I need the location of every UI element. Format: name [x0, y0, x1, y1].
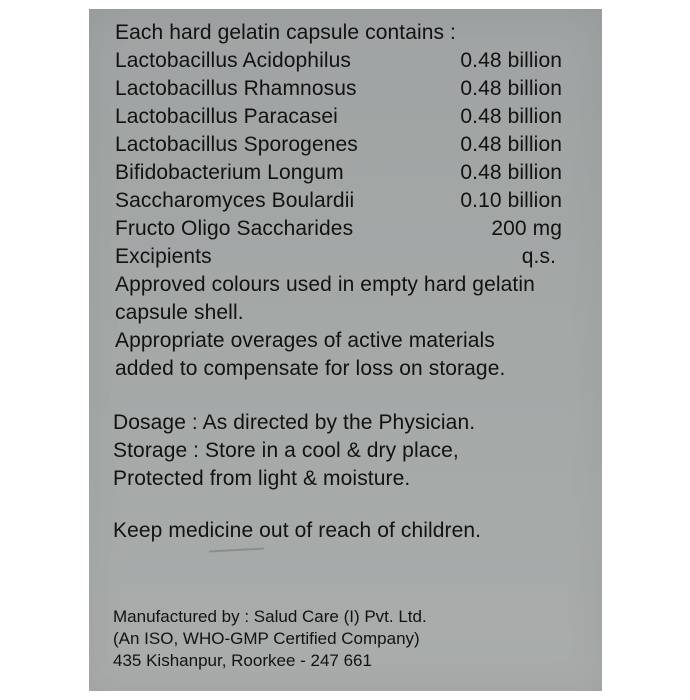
manufacturer-certification: (An ISO, WHO-GMP Certified Company)	[113, 629, 420, 648]
ingredient-name: Excipients	[115, 245, 212, 268]
ingredient-name: Lactobacillus Rhamnosus	[115, 77, 357, 100]
ingredient-name: Lactobacillus Sporogenes	[115, 133, 358, 156]
manufacturer-line: Manufactured by : Salud Care (I) Pvt. Ltd.	[113, 607, 427, 626]
ingredient-name: Bifidobacterium Longum	[115, 161, 344, 184]
colours-note-line1: Approved colours used in empty hard gelatin	[115, 273, 535, 296]
ingredient-quantity: 0.48 billion	[460, 77, 562, 100]
surface-scuff	[209, 548, 264, 553]
carton-panel	[89, 9, 602, 691]
protection-text: Protected from light & moisture.	[113, 467, 411, 490]
dosage-text: Dosage : As directed by the Physician.	[113, 411, 476, 434]
storage-text: Storage : Store in a cool & dry place,	[113, 439, 459, 462]
overages-note-line2: added to compensate for loss on storage.	[115, 357, 506, 380]
ingredient-quantity: 0.48 billion	[460, 161, 562, 184]
overages-note-line1: Appropriate overages of active materials	[115, 329, 495, 352]
ingredient-quantity: 200 mg	[491, 217, 562, 240]
ingredient-name: Lactobacillus Acidophilus	[115, 49, 351, 72]
ingredient-quantity: q.s.	[521, 245, 556, 268]
colours-note-line2: capsule shell.	[115, 301, 244, 324]
warning-text: Keep medicine out of reach of children.	[113, 519, 482, 542]
ingredient-quantity: 0.48 billion	[460, 133, 562, 156]
ingredient-name: Saccharomyces Boulardii	[115, 189, 355, 212]
ingredient-name: Lactobacillus Paracasei	[115, 105, 338, 128]
composition-header: Each hard gelatin capsule contains :	[115, 21, 456, 44]
ingredient-quantity: 0.48 billion	[460, 49, 562, 72]
ingredient-quantity: 0.10 billion	[460, 189, 562, 212]
ingredient-name: Fructo Oligo Saccharides	[115, 217, 354, 240]
manufacturer-address: 435 Kishanpur, Roorkee - 247 661	[113, 651, 372, 670]
ingredient-quantity: 0.48 billion	[460, 105, 562, 128]
